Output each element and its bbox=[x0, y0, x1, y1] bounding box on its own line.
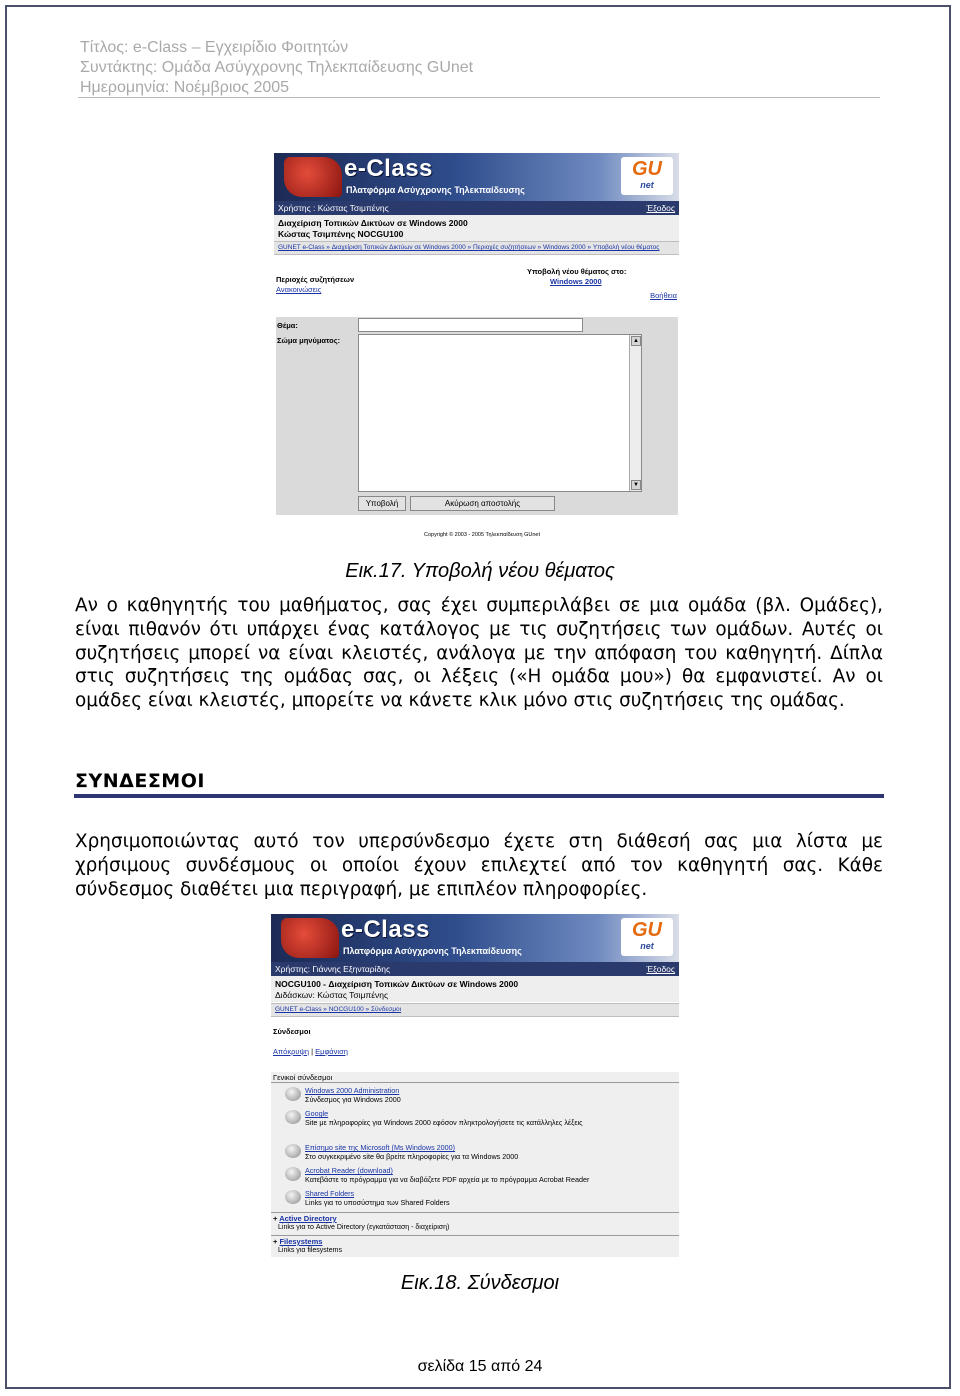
course-title: NOCGU100 - Διαχείριση Τοπικών Δικτύων σε Windows 2000 bbox=[275, 979, 519, 989]
course-header bbox=[271, 976, 679, 1002]
logout-link[interactable]: Έξοδος bbox=[646, 203, 675, 213]
expand-icon: + bbox=[273, 1237, 280, 1246]
link-description: Links για το υποσύστημα των Shared Folders bbox=[305, 1198, 450, 1207]
group-description: Links για το Active Directory (εγκατάσταση - διαχείριση) bbox=[278, 1224, 450, 1231]
doc-date: Ημερομηνία: Νοέμβριος 2005 bbox=[80, 79, 290, 96]
copyright-notice: Copyright © 2003 - 2005 Τηλεκπαίδευση GUnet bbox=[424, 532, 541, 538]
group-title: Γενικοί σύνδεσμοι bbox=[273, 1073, 333, 1082]
group-description: Links για filesystems bbox=[278, 1247, 342, 1254]
expand-icon: + bbox=[273, 1214, 280, 1223]
figure-18-screenshot bbox=[271, 914, 679, 1260]
doc-author: Συντάκτης: Ομάδα Ασύγχρονης Τηλεκπαίδευσης GUnet bbox=[80, 59, 474, 76]
eclass-tagline: Πλατφόρμα Ασύγχρονης Τηλεκπαίδευσης bbox=[343, 946, 522, 956]
link-title[interactable]: Acrobat Reader (download) bbox=[305, 1166, 393, 1175]
breadcrumb: GUNET e-Class » Διαχείριση Τοπικών Δικτύων σε Windows 2000 » Περιοχές συζητήσεων » Windows 2000 » Υποβολή νέου θέματος bbox=[274, 241, 679, 255]
cancel-button[interactable]: Ακύρωση αποστολής bbox=[410, 496, 555, 511]
eclass-logo bbox=[281, 918, 339, 958]
figure-18-caption: Εικ.18. Σύνδεσμοι bbox=[400, 1272, 560, 1294]
link-icon bbox=[285, 1087, 301, 1101]
body-label: Σώμα μηνύματος: bbox=[277, 336, 341, 345]
group-divider bbox=[271, 1082, 679, 1083]
link-title[interactable]: Επίσημο site της Microsoft (Ms Windows 2000) bbox=[305, 1143, 456, 1152]
link-title[interactable]: Shared Folders bbox=[305, 1189, 355, 1198]
announcements-link[interactable]: Ανακοινώσεις bbox=[276, 285, 322, 294]
forum-link[interactable]: Windows 2000 bbox=[550, 277, 602, 286]
course-subtitle: Κώστας Τσιμπένης NOCGU100 bbox=[278, 229, 404, 239]
eclass-banner bbox=[271, 914, 679, 962]
paragraph-links: Χρησιμοποιώντας αυτό τον υπερσύνδεσμο έχετε στη διάθεσή σας μια λίστα με χρήσιμους συνδέσμους οι οποίοι έχουν επιλεχτεί από τον καθηγητή σας. Κάθε σύνδεσμος διαθέτει μια περιγραφή, με επιπλέον πληροφορίες. bbox=[75, 831, 883, 900]
figure-17-screenshot bbox=[274, 153, 679, 543]
user-name: Χρήστης: Γιάννης Εξηνταρίδης bbox=[275, 964, 391, 974]
eclass-brand: e-Class bbox=[341, 916, 430, 943]
group-divider bbox=[271, 1212, 679, 1213]
link-icon bbox=[285, 1144, 301, 1158]
link-icon bbox=[285, 1110, 301, 1124]
textarea-scrollbar[interactable] bbox=[629, 335, 641, 491]
user-bar bbox=[274, 201, 679, 215]
gunet-logo: GU net bbox=[621, 918, 673, 956]
forums-title: Περιοχές συζητήσεων bbox=[276, 275, 355, 284]
eclass-banner bbox=[274, 153, 679, 201]
eclass-brand: e-Class bbox=[344, 155, 433, 182]
group-expand-filesystems[interactable]: + Filesystems bbox=[273, 1237, 323, 1246]
user-name: Χρήστης : Κώστας Τσιμπένης bbox=[278, 203, 389, 213]
link-description: Στο συγκεκριμένο site θα βρείτε πληροφορίες για τα Windows 2000 bbox=[305, 1152, 519, 1161]
link-icon bbox=[285, 1167, 301, 1181]
link-icon bbox=[285, 1190, 301, 1204]
gunet-logo: GU net bbox=[621, 157, 673, 195]
subject-input[interactable] bbox=[358, 318, 583, 332]
toggle-links: Απόκρυψη | Εμφάνιση bbox=[273, 1047, 348, 1056]
breadcrumb: GUNET e-Class » NOCGU100 » Σύνδεσμοι bbox=[271, 1003, 679, 1017]
figure-17-caption: Εικ.17. Υποβολή νέου θέματος bbox=[345, 560, 615, 582]
group-divider bbox=[271, 1235, 679, 1236]
paragraph-groups: Αν ο καθηγητής του μαθήματος, σας έχει συμπεριλάβει σε μια ομάδα (βλ. Ομάδες), είναι πιθανόν ότι υπάρχει ένας κατάλογος με τις συζητήσεις των ομάδων. Αυτές οι συζητήσεις μπορεί να είναι κλειστές, ανάλογα με την απόφαση του καθηγητή. Δίπλα στις συζητήσεις της ομάδας σας, οι λέξεις («Η ομάδα μου») θα εμφανιστεί. Αν οι ομάδες είναι κλειστές, μπορείτε να κάνετε κλικ μόνο στις συζητήσεις της ομάδας. bbox=[75, 595, 883, 712]
link-description: Site με πληροφορίες για Windows 2000 εφόσον πληκτρολογήσετε τις κατάλληλες λέξεις bbox=[305, 1118, 583, 1127]
link-description: Σύνδεσμος για Windows 2000 bbox=[305, 1095, 401, 1104]
submit-button[interactable]: Υποβολή bbox=[358, 496, 406, 511]
body-textarea[interactable] bbox=[358, 334, 642, 492]
course-header bbox=[274, 215, 679, 241]
course-title: Διαχείριση Τοπικών Δικτύων σε Windows 2000 bbox=[278, 218, 468, 228]
logout-link[interactable]: Έξοδος bbox=[646, 964, 675, 974]
new-topic-title: Υποβολή νέου θέματος στο: bbox=[527, 267, 627, 276]
link-title[interactable]: Windows 2000 Administration bbox=[305, 1086, 400, 1095]
eclass-logo bbox=[284, 157, 342, 197]
user-bar bbox=[271, 962, 679, 976]
group-expand-active-directory[interactable]: + Active Directory bbox=[273, 1214, 337, 1223]
hide-link[interactable]: Απόκρυψη bbox=[273, 1047, 309, 1056]
section-title: ΣΥΝΔΕΣΜΟΙ bbox=[75, 770, 205, 792]
section-underline bbox=[74, 794, 884, 798]
header-divider bbox=[78, 97, 880, 98]
scroll-down-icon[interactable]: ▼ bbox=[631, 480, 641, 490]
link-title[interactable]: Google bbox=[305, 1109, 329, 1118]
doc-title: Τίτλος: e-Class – Εγχειρίδιο Φοιτητών bbox=[80, 39, 349, 56]
course-instructor: Διδάσκων: Κώστας Τσιμπένης bbox=[275, 990, 389, 1000]
help-link[interactable]: Βοήθεια bbox=[650, 291, 677, 300]
scroll-up-icon[interactable]: ▲ bbox=[631, 336, 641, 346]
page-title: Σύνδεσμοι bbox=[273, 1027, 311, 1036]
eclass-tagline: Πλατφόρμα Ασύγχρονης Τηλεκπαίδευσης bbox=[346, 185, 525, 195]
subject-label: Θέμα: bbox=[277, 321, 298, 330]
link-description: Κατεβάστε το πρόγραμμα για να διαβάζετε PDF αρχεία με το πρόγραμμα Acrobat Reader bbox=[305, 1175, 590, 1184]
page-number: σελίδα 15 από 24 bbox=[417, 1358, 543, 1375]
show-link[interactable]: Εμφάνιση bbox=[315, 1047, 348, 1056]
